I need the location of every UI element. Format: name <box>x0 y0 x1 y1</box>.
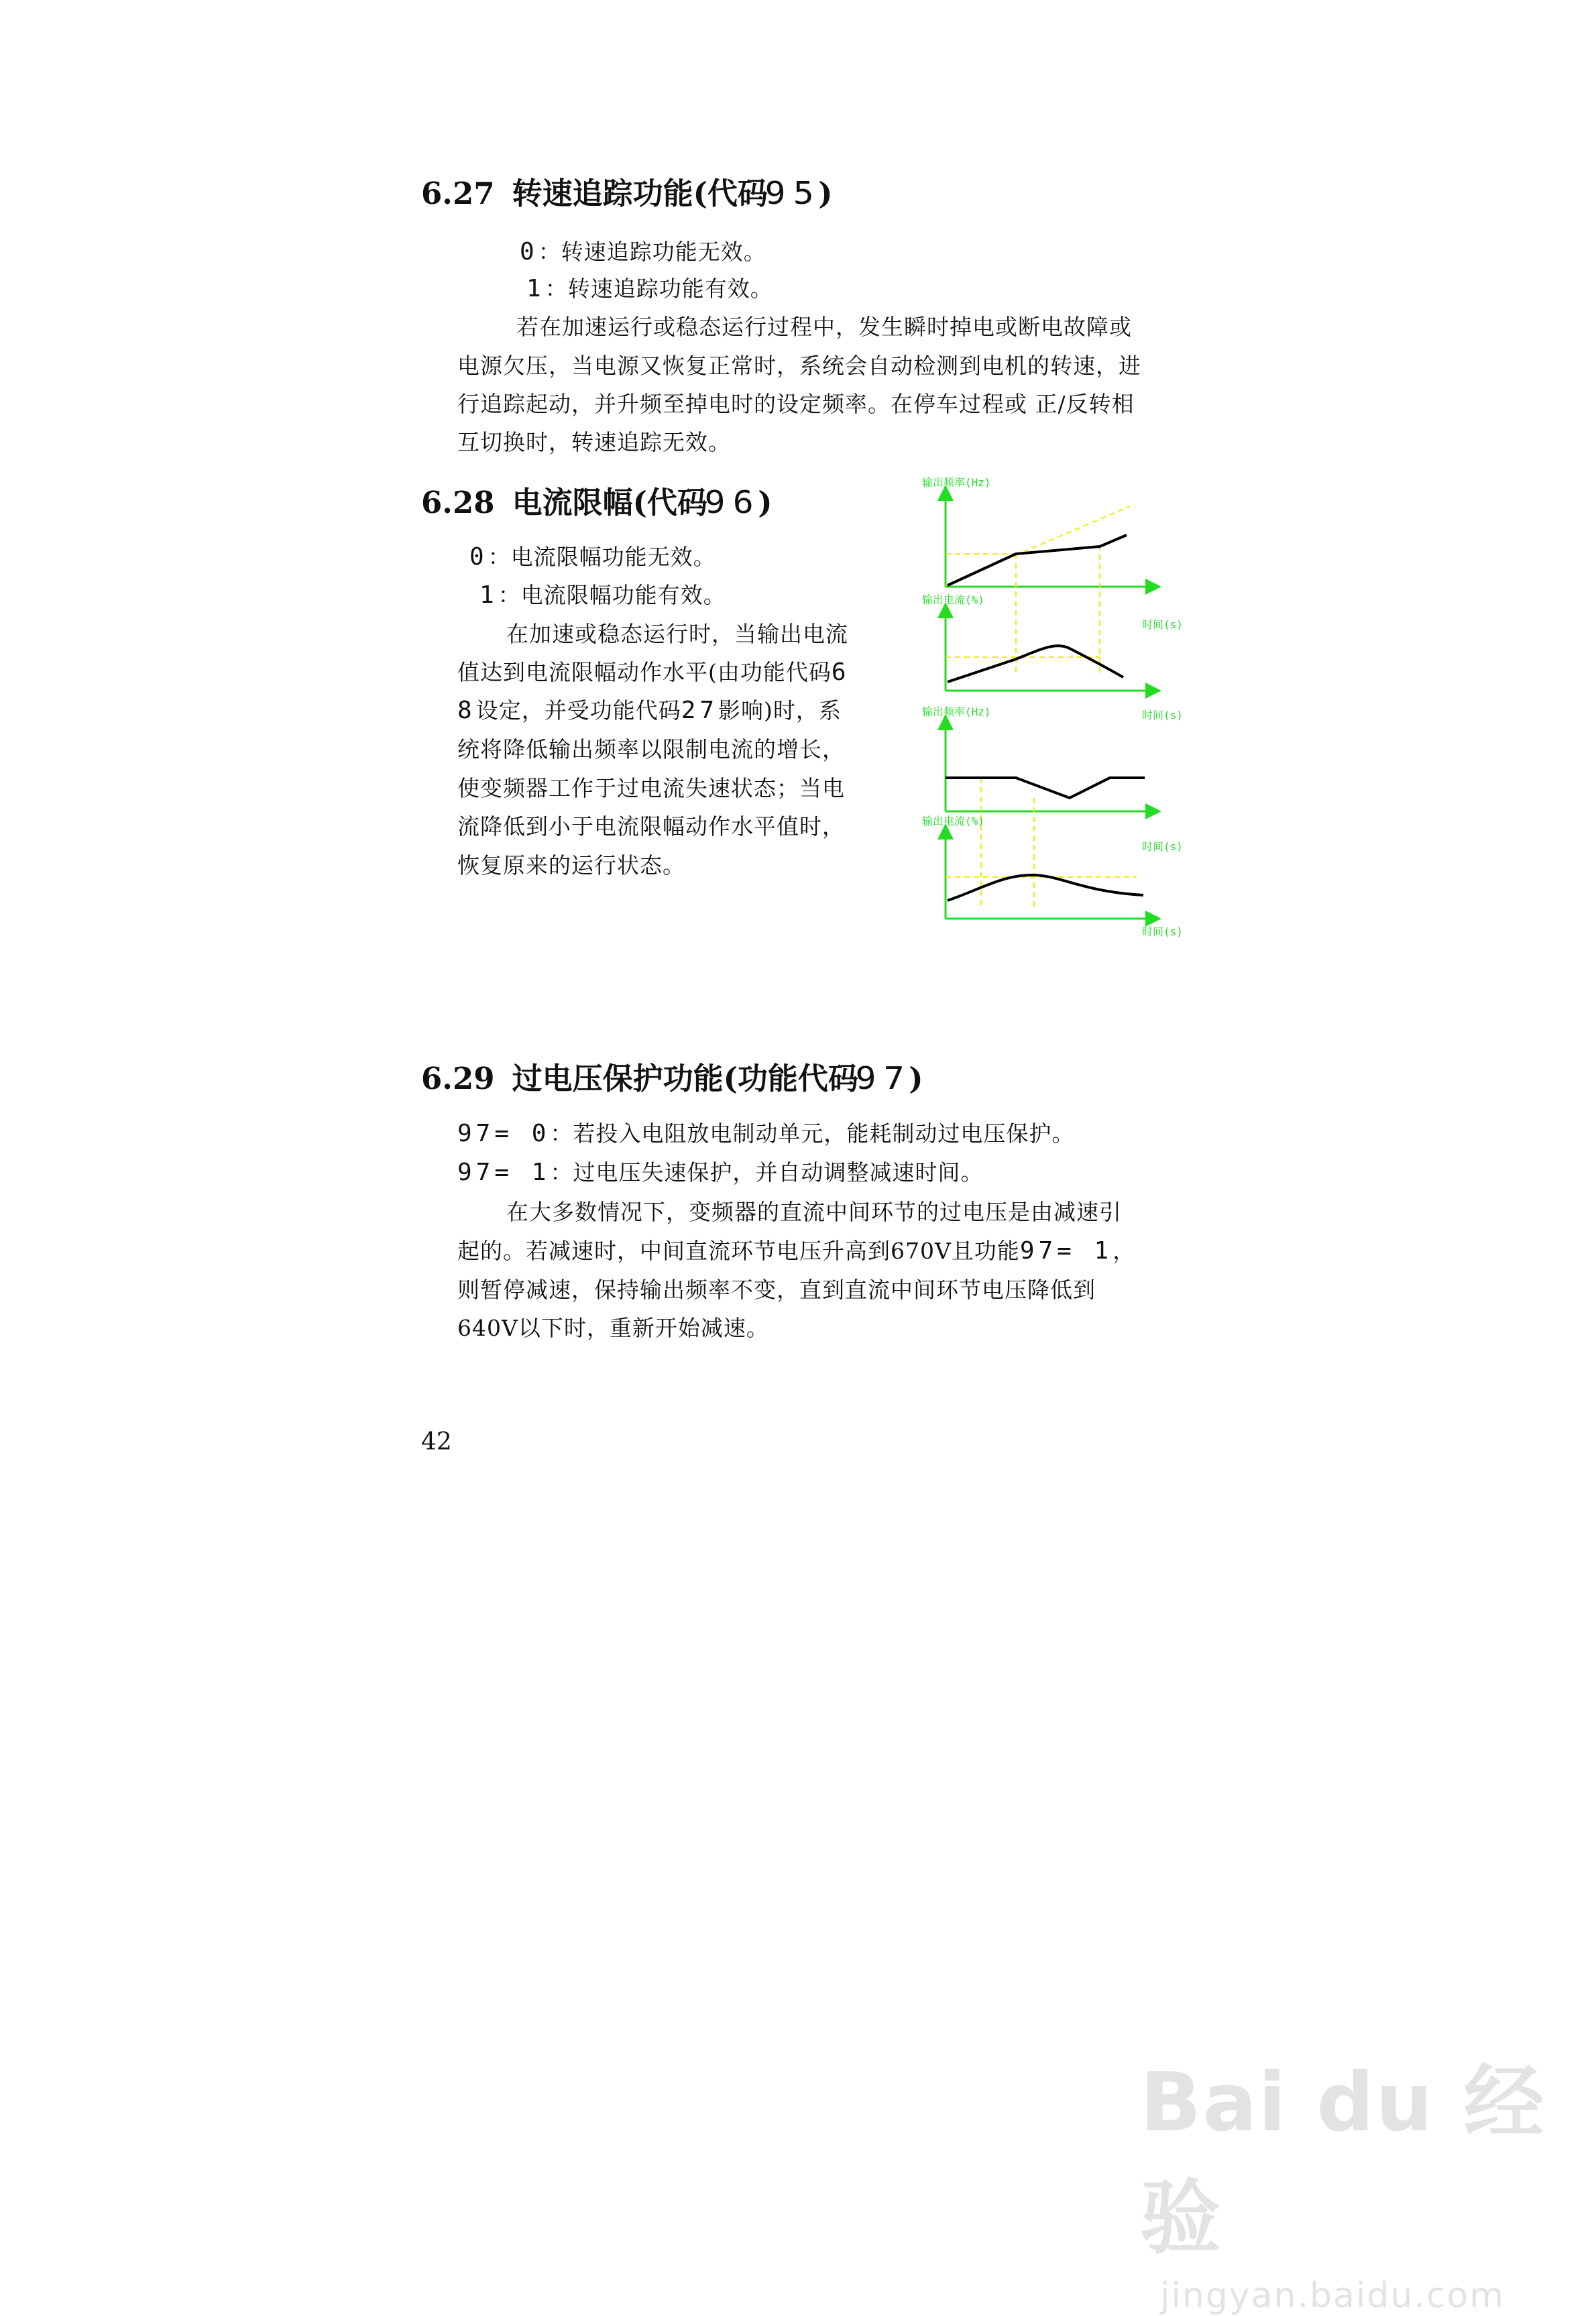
paragraph-line: 行追踪起动，并升频至掉电时的设定频率。在停车过程或 正/反转相 <box>457 391 1135 417</box>
text-run: 影响)时，系 <box>718 697 842 723</box>
watermark-logo: Bai du 经验 <box>1140 2057 1546 2265</box>
watermark-url: jingyan.baidu.com <box>1160 2276 1505 2316</box>
paragraph-line <box>457 1234 1135 1265</box>
x-axis-label: 时间(s) <box>1142 709 1183 721</box>
chart-accel-current <box>922 593 1183 691</box>
paragraph-line <box>457 655 850 687</box>
text-run: ， <box>1113 1238 1136 1264</box>
separator: ： <box>550 1159 573 1185</box>
section-title-close: ) <box>909 1061 923 1096</box>
y-axis-label: 输出频率(Hz) <box>922 705 991 718</box>
separator: ： <box>538 239 561 265</box>
section-number: 6.29 <box>421 1061 495 1096</box>
separator: ： <box>545 276 568 302</box>
option-code: 0 <box>520 238 538 266</box>
option-text: 过电压失速保护，并自动调整减速时间。 <box>573 1159 984 1185</box>
current-curve <box>948 646 1123 682</box>
option-text: 电流限幅功能有效。 <box>520 582 726 608</box>
paragraph-line <box>457 693 842 725</box>
option-code: 1 <box>526 275 545 302</box>
paragraph-line: 互切换时，转速追踪无效。 <box>457 429 731 455</box>
function-code: 6 <box>831 658 850 686</box>
paragraph-line: 流降低到小于电流限幅动作水平值时， <box>457 813 845 839</box>
current-limit-diagram <box>922 473 1217 942</box>
section-title-close: ) <box>818 176 833 211</box>
paragraph-line: 电源欠压，当电源又恢复正常时，系统会自动检测到电机的转速，进 <box>457 353 1141 379</box>
text-run: 值达到电流限幅动作水平(由功能代码 <box>457 659 832 685</box>
list-item <box>479 578 726 610</box>
section-number: 6.28 <box>421 485 495 520</box>
function-code: 96 <box>704 484 761 520</box>
separator: ： <box>488 544 511 570</box>
section-6-27-heading <box>421 169 833 213</box>
x-axis-label: 时间(s) <box>1142 840 1183 853</box>
function-code: 97= 1 <box>1019 1237 1113 1265</box>
separator: ： <box>550 1120 573 1147</box>
option-code: 97= 1 <box>457 1159 551 1186</box>
section-title: 电流限幅(代码 <box>512 485 707 520</box>
option-text: 电流限幅功能无效。 <box>510 544 716 570</box>
option-text: 转速追踪功能有效。 <box>567 276 773 302</box>
list-item <box>469 540 716 571</box>
frequency-curve <box>946 778 1145 798</box>
option-code: 97= 0 <box>457 1120 551 1147</box>
option-code: 1 <box>479 581 498 609</box>
option-code: 0 <box>469 543 488 571</box>
page-number: 42 <box>421 1428 452 1456</box>
y-axis-label: 输出电流(%) <box>922 815 984 827</box>
function-code: 97 <box>855 1060 912 1096</box>
paragraph-line: 640V以下时，重新开始减速。 <box>457 1315 769 1341</box>
list-item <box>457 1116 1074 1148</box>
option-text: 若投入电阻放电制动单元，能耗制动过电压保护。 <box>573 1120 1075 1147</box>
paragraph-line: 在大多数情况下，变频器的直流中间环节的过电压是由减速引 <box>506 1199 1122 1225</box>
paragraph-line: 恢复原来的运行状态。 <box>457 852 685 878</box>
section-title-close: ) <box>758 485 773 520</box>
section-6-29-heading <box>421 1054 923 1098</box>
section-title: 转速追踪功能(代码 <box>512 176 768 211</box>
x-axis-label: 时间(s) <box>1142 618 1183 631</box>
paragraph-line: 在加速或稳态运行时，当输出电流 <box>506 621 848 647</box>
paragraph-line: 使变频器工作于过电流失速状态；当电 <box>457 775 845 801</box>
y-axis-label: 输出频率(Hz) <box>922 476 991 489</box>
paragraph-line: 统将降低输出频率以限制电流的增长， <box>457 736 845 762</box>
list-item <box>526 272 773 303</box>
function-code: 95 <box>764 175 821 211</box>
baidu-jingyan-watermark <box>1140 2038 1596 2316</box>
text-run: 设定，并受功能代码 <box>475 697 681 723</box>
section-title: 过电压保护功能(功能代码 <box>512 1061 858 1096</box>
current-curve <box>948 875 1143 901</box>
section-number: 6.27 <box>421 176 495 211</box>
separator: ： <box>498 582 521 608</box>
option-text: 转速追踪功能无效。 <box>561 239 766 265</box>
function-code: 27 <box>681 697 719 724</box>
chart-accel-frequency <box>922 476 1153 674</box>
paragraph-line: 则暂停减速，保持输出频率不变，直到直流中间环节电压降低到 <box>457 1277 1096 1303</box>
y-axis-label: 输出电流(%) <box>922 593 984 606</box>
text-run: 起的。若减速时，中间直流环节电压升高到670V且功能 <box>457 1238 1020 1264</box>
list-item <box>520 235 766 266</box>
chart-steady-current <box>922 815 1183 938</box>
list-item <box>457 1155 983 1187</box>
function-code: 8 <box>457 697 476 724</box>
paragraph-line: 若在加速运行或稳态运行过程中，发生瞬时掉电或断电故障或 <box>516 314 1132 340</box>
x-axis-label: 时间(s) <box>1142 925 1183 938</box>
section-6-28-heading <box>421 478 773 522</box>
